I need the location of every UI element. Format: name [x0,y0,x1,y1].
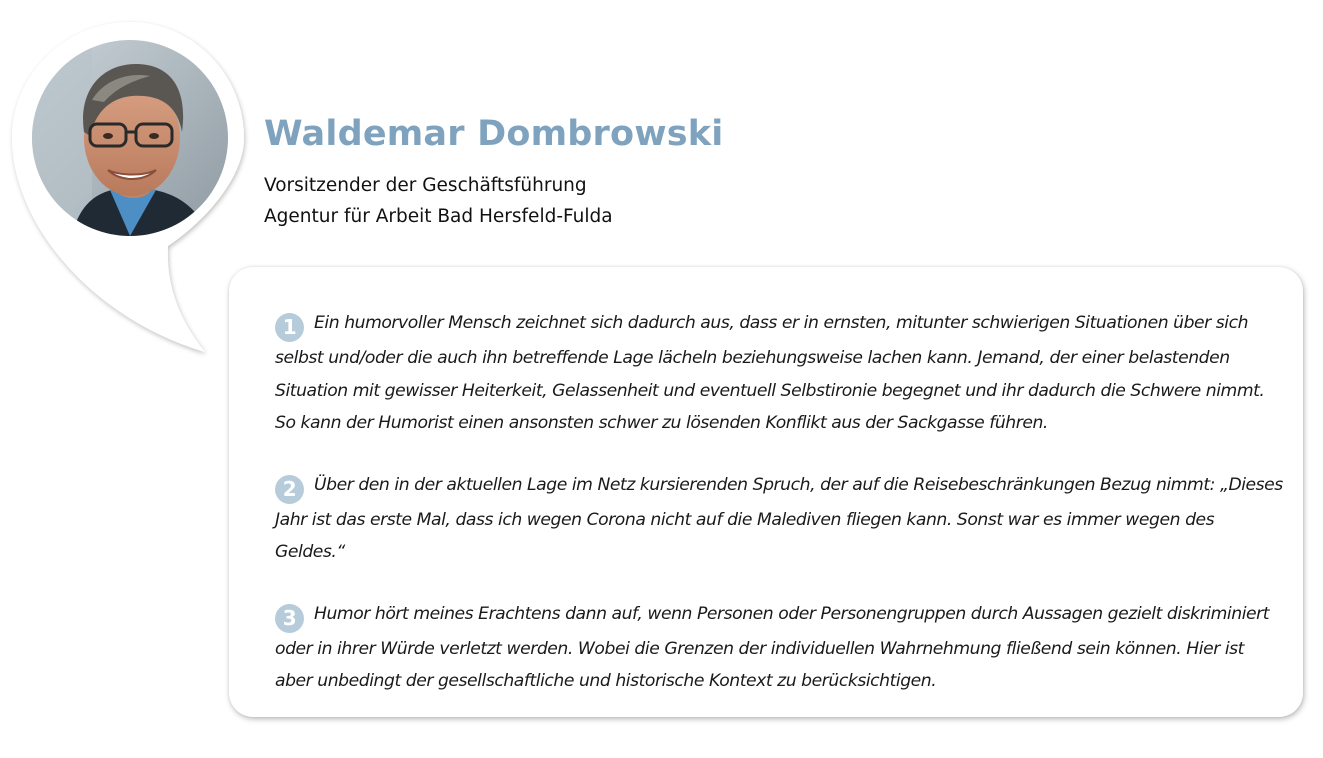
person-role: Vorsitzender der Geschäftsführung [264,175,587,196]
answer-paragraph-1 [275,307,1283,440]
answer-text: Ein humorvoller Mensch zeichnet sich dadurch aus, dass er in ernsten, mitunter schwierigen Situationen über sich selbst und/oder die auch ihn betreffende Lage lächeln beziehungsweise lachen kann. Jemand, der einer belastenden Situation mit gewisser Heiterkeit, Gelassenheit und eventuell Selbstironie begegnet und ihr dadurch die Schwere nimmt. So kann der Humorist einen ansonsten schwer zu lösenden Konflikt aus der Sackgasse führen. [275,313,1265,433]
answer-paragraph-3 [275,598,1283,698]
answer-paragraph-2 [275,469,1283,569]
answer-text: Über den in der aktuellen Lage im Netz kursierenden Spruch, der auf die Reisebeschränkungen Bezug nimmt: „Dieses Jahr ist das erste Mal, dass ich wegen Corona nicht auf die Malediven fliegen kann. Sonst war es immer wegen des Geldes.“ [275,474,1283,562]
person-organization: Agentur für Arbeit Bad Hersfeld-Fulda [264,206,613,227]
person-name: Waldemar Dombrowski [264,114,724,154]
profile-header [264,112,723,232]
answer-number-badge: 3 [275,604,304,633]
answer-number-badge: 1 [275,313,304,342]
answers-card [229,267,1303,717]
portrait-avatar [32,40,228,236]
answer-number-badge: 2 [275,475,304,504]
answer-text: Humor hört meines Erachtens dann auf, wenn Personen oder Personengruppen durch Aussagen gezielt diskriminiert oder in ihrer Würde verletzt werden. Wobei die Grenzen der individuellen Wahrnehmung fließend sein können. Hier ist aber unbedingt der gesellschaftliche und historische Kontext zu berücksichtigen. [275,603,1270,691]
